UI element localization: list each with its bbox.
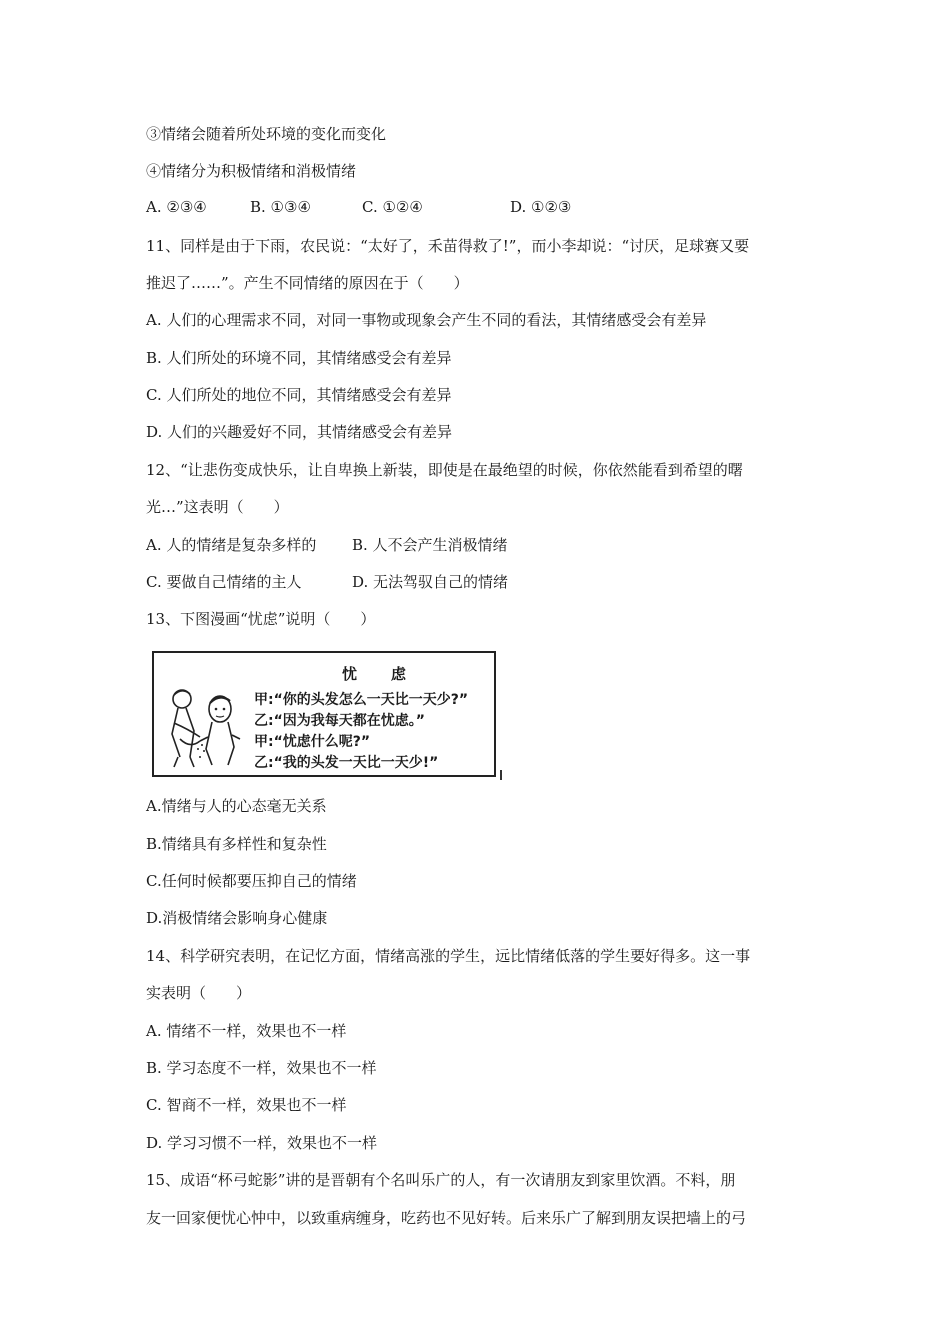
q13-option-b: B.情绪具有多样性和复杂性: [146, 835, 327, 853]
q13-option-c: C.任何时候都要压抑自己的情绪: [146, 872, 357, 890]
cartoon-figures-illustration: [160, 679, 252, 775]
q13-option-a: A.情绪与人的心态毫无关系: [146, 797, 327, 815]
q15-stem-line-2: 友一回家便忧心忡中，以致重病缠身，吃药也不见好转。后来乐广了解到朋友误把墙上的弓: [146, 1209, 747, 1227]
q13-stem: 13、下图漫画“忧虑”说明（ ）: [146, 610, 376, 628]
q11-stem-line-1: 11、同样是由于下雨，农民说：“太好了，禾苗得救了!”，而小李却说：“讨厌，足球赛又要: [146, 237, 750, 255]
q11-option-c: C. 人们所处的地位不同，其情绪感受会有差异: [146, 386, 452, 404]
q11-option-a: A. 人们的心理需求不同，对同一事物或现象会产生不同的看法，其情绪感受会有差异: [146, 311, 707, 329]
q10-option-d: D. ①②③: [510, 198, 572, 216]
q11-option-d: D. 人们的兴趣爱好不同，其情绪感受会有差异: [146, 423, 453, 441]
q12-stem-line-2: 光…”这表明（ ）: [146, 498, 289, 516]
q14-option-a: A. 情绪不一样，效果也不一样: [146, 1022, 347, 1040]
q14-option-c: C. 智商不一样，效果也不一样: [146, 1096, 347, 1114]
cartoon-dialogue-4: 乙:“我的头发一天比一天少!”: [254, 755, 439, 771]
q14-option-d: D. 学习习惯不一样，效果也不一样: [146, 1134, 378, 1152]
cartoon-dialogue-2: 乙:“因为我每天都在忧虑。”: [254, 713, 426, 729]
q10-option-c: C. ①②④: [362, 198, 423, 216]
item-3: ③情绪会随着所处环境的变化而变化: [146, 125, 387, 143]
q14-stem-line-1: 14、科学研究表明，在记忆方面，情绪高涨的学生，远比情绪低落的学生要好得多。这一事: [146, 947, 751, 965]
q12-option-d: D. 无法驾驭自己的情绪: [352, 573, 509, 591]
cartoon-title-char-1: 忧: [342, 665, 358, 683]
q12-option-c: C. 要做自己情绪的主人: [146, 573, 302, 591]
q12-option-a: A. 人的情绪是复杂多样的: [146, 536, 317, 554]
cartoon-dialogue-3: 甲:“忧虑什么呢?”: [254, 734, 371, 750]
q14-stem-line-2: 实表明（ ）: [146, 984, 252, 1002]
cartoon-dialogue-1: 甲:“你的头发怎么一天比一天少?”: [254, 692, 469, 708]
item-4: ④情绪分为积极情绪和消极情绪: [146, 162, 357, 180]
worry-cartoon: [152, 651, 496, 777]
q11-option-b: B. 人们所处的环境不同，其情绪感受会有差异: [146, 349, 452, 367]
cartoon-title-char-2: 虑: [391, 665, 407, 683]
cartoon-title: [342, 663, 406, 684]
q12-stem-line-1: 12、“让悲伤变成快乐，让自卑换上新装，即使是在最绝望的时候，你依然能看到希望的曙: [146, 461, 743, 479]
q14-option-b: B. 学习态度不一样，效果也不一样: [146, 1059, 377, 1077]
q13-option-d: D.消极情绪会影响身心健康: [146, 909, 328, 927]
q15-stem-line-1: 15、成语“杯弓蛇影”讲的是晋朝有个名叫乐广的人，有一次请朋友到家里饮酒。不料，朋: [146, 1171, 736, 1189]
image-edge-mark: [500, 770, 508, 780]
q11-stem-line-2: 推迟了……”。产生不同情绪的原因在于（ ）: [146, 274, 469, 292]
q12-option-b: B. 人不会产生消极情绪: [352, 536, 508, 554]
q10-option-b: B. ①③④: [250, 198, 311, 216]
q10-option-a: A. ②③④: [146, 198, 207, 216]
